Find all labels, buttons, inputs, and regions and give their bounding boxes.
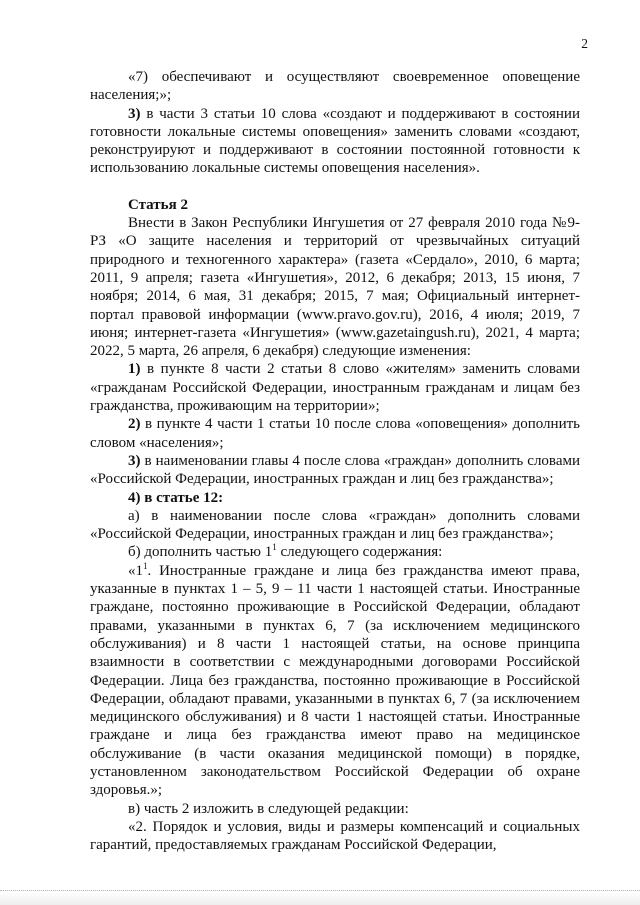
document-body bbox=[90, 68, 580, 854]
superscript: 1 bbox=[272, 542, 277, 553]
paragraph-point-4 bbox=[90, 489, 580, 507]
paragraph-part-2 bbox=[90, 818, 580, 855]
paragraph-subpoint-b bbox=[90, 543, 580, 561]
paragraph-text: в пункте 4 части 1 статьи 10 после слова «оповещения» дополнить словом «населения»; bbox=[90, 416, 580, 451]
paragraph-text: в наименовании главы 4 после слова «граждан» дополнить словами «Российской Федерации, иностранных граждан и лиц без гражданства»; bbox=[90, 452, 580, 488]
article-2-heading: Статья 2 bbox=[128, 196, 188, 213]
paragraph-article-2-intro bbox=[90, 214, 580, 360]
paragraph-point-3b bbox=[90, 452, 580, 489]
point-number: 3) bbox=[128, 105, 141, 122]
paragraph-text: следующего содержания: bbox=[276, 544, 443, 561]
paragraph-text: «7) обеспечивают и осуществляют своевременное оповещение населения;»; bbox=[90, 69, 580, 104]
paragraph-point-1 bbox=[90, 360, 580, 415]
paragraph-point-2 bbox=[90, 415, 580, 452]
paragraph-point-3 bbox=[90, 105, 580, 178]
paragraph-text: б) дополнить частью 1 bbox=[128, 544, 273, 561]
paragraph-text: . Иностранные граждане и лица без гражданства имеют права, указанные в пунктах 1 – 5, 9 – 11 части 1 настоящей статьи. Иностранные граждане, постоянно проживающие в Российской Федерации, обладают правами, указанными в пунктах 6, 7 (за исключением медицинского обслуживания) и 8 части 1 настоящей статьи, на основе принципа взаимности в соответствии с международными договорами Российской Федерации. Лица без гражданства, постоянно проживающие в Российской Федерации, обладают правами, указанными в пунктах 6, 7 (за исключением медицинского обслуживания) и 8 части 1 настоящей статьи. Иностранные граждане и лица без гражданства имеют право на медицинское обслуживание (в части оказания медицинской помощи) в порядке, установленном законодательством Российской Федерации об охране здоровья.»; bbox=[90, 562, 580, 799]
page-number: 2 bbox=[581, 36, 588, 51]
paragraph-subpoint-v bbox=[90, 800, 580, 818]
paragraph-text: «1 bbox=[128, 562, 143, 579]
point-number: 2) bbox=[128, 416, 141, 433]
paragraph-text: «2. Порядок и условия, виды и размеры компенсаций и социальных гарантий, предоставляемых гражданам Российской Федерации, bbox=[90, 818, 580, 854]
paragraph-text: Внести в Закон Республики Ингушетия от 27 февраля 2010 года №9-РЗ «О защите населения и территорий от чрезвычайных ситуаций природного и техногенного характера» (газета «Сердало», 2010, 6 марта; 2011, 9 апреля; газета «Ингушетия», 2012, 6 декабря; 2013, 15 июня, 7 ноября; 2014, 6 мая, 31 декабря; 2015, 7 мая; Официальный интернет-портал правовой информации (www.pravo.gov.ru), 2016, 4 июля; 2019, 7 июня; интернет-газета «Ингушетия» (www.gazetaingush.ru), 2021, 4 марта; 2022, 5 марта, 26 апреля, 6 декабря) следующие изменения: bbox=[90, 215, 580, 360]
point-number: 4) в статье 12: bbox=[128, 489, 224, 506]
paragraph-subpoint-a bbox=[90, 507, 580, 544]
paragraph-part-1-1 bbox=[90, 562, 580, 800]
point-number: 1) bbox=[128, 361, 141, 378]
paragraph-text: в пункте 8 части 2 статьи 8 слово «жителям» заменить словами «гражданам Российской Федерации, иностранным гражданам и лицам без гражданства, проживающим на территории»; bbox=[90, 361, 580, 415]
paragraph-text: а) в наименовании после слова «граждан» дополнить словами «Российской Федерации, иностранных граждан и лиц без гражданства»; bbox=[90, 507, 580, 543]
point-number: 3) bbox=[128, 452, 141, 469]
paragraph-text: в части 3 статьи 10 слова «создают и поддерживают в состоянии готовности локальные системы оповещения» заменить словами «создают, реконструируют и поддерживают в состоянии постоянной готовности к использованию локальные системы оповещения населения». bbox=[90, 105, 580, 177]
paragraph-text: в) часть 2 изложить в следующей редакции: bbox=[128, 800, 409, 817]
paragraph-item-7-end bbox=[90, 68, 580, 105]
superscript: 1 bbox=[143, 560, 148, 571]
scan-bottom-edge bbox=[0, 890, 640, 905]
